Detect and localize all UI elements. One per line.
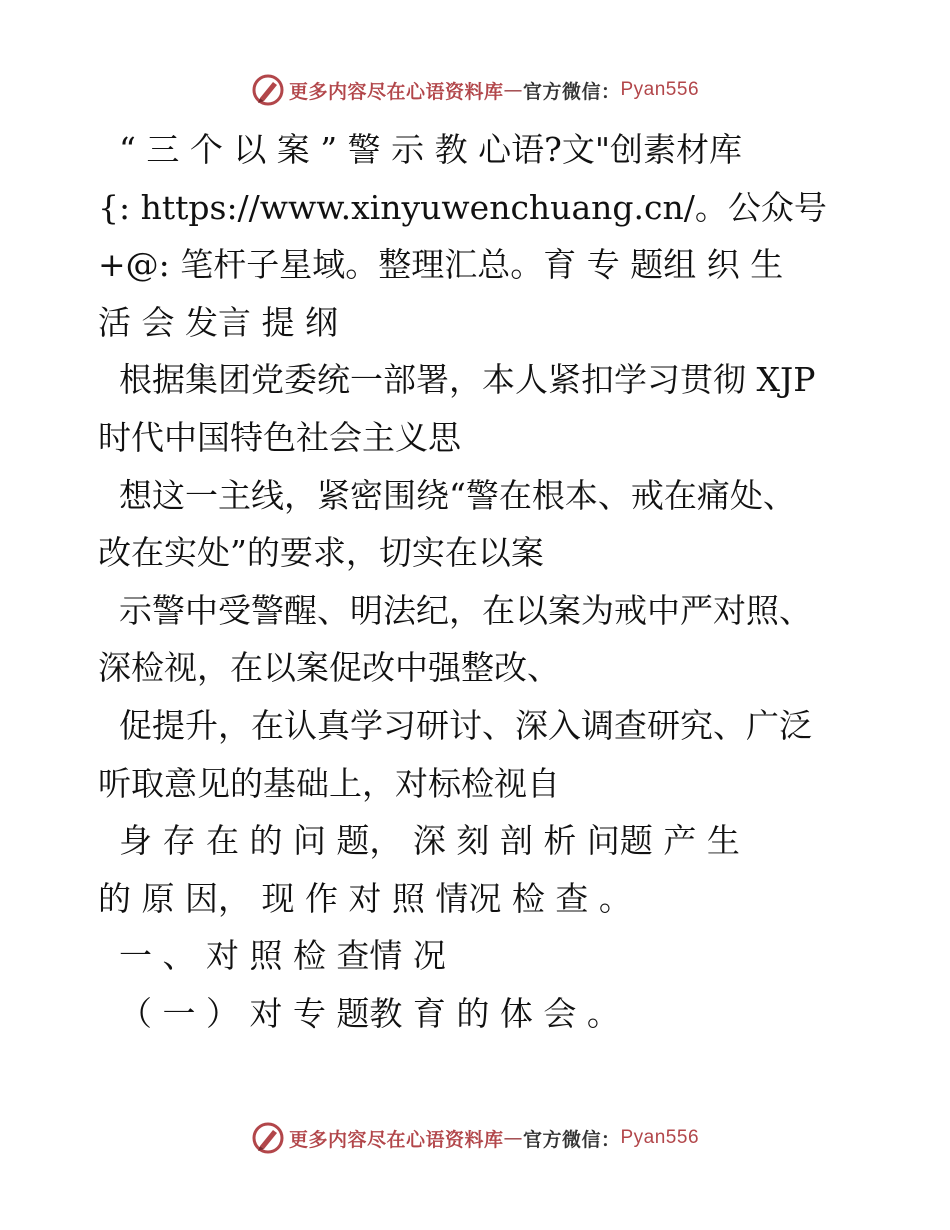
text-line: 的 原 因， 现 作 对 照 情况 检 查 。 (98, 878, 632, 918)
text-line: 促提升，在认真学习研讨、深入调查研究、广泛 (98, 705, 812, 745)
text-line: 示警中受警醒、明法纪，在以案为戒中严对照、 (98, 590, 812, 630)
pen-logo-icon (251, 73, 285, 107)
watermark-separator: — (503, 79, 523, 101)
text-line: 深检视，在以案促改中强整改、 (98, 648, 560, 688)
text-line: 根据集团党委统一部署，本人紧扣学习贯彻 XJP (98, 360, 816, 400)
watermark-main-text: 更多内容尽在心语资料库 (288, 80, 504, 103)
text-line: 时代中国特色社会主义思 (98, 417, 461, 457)
text-line: 听取意见的基础上，对标检视自 (98, 763, 560, 803)
section-heading: 一 、 对 照 检 查情 况 (98, 936, 446, 976)
watermark-main-text: 更多内容尽在心语资料库 (288, 1128, 504, 1151)
pen-logo-icon (251, 1121, 285, 1155)
document-body (98, 121, 858, 1043)
text-line: 想这一主线，紧密围绕“警在根本、戒在痛处、 (98, 475, 796, 515)
header-watermark (0, 70, 950, 110)
text-line: +@: 笔杆子星域。整理汇总。育 专 题组 织 生 (98, 245, 784, 285)
text-line: “ 三 个 以 案 ” 警 示 教 心语?文"创素材库 (98, 130, 742, 169)
watermark-sub-text: 官方微信： (522, 80, 621, 103)
subsection-heading: （ 一 ） 对 专 题教 育 的 体 会 。 (98, 993, 620, 1033)
text-line: {: https://www.xinyuwenchuang.cn/。公众号 (98, 187, 827, 227)
footer-watermark (0, 1118, 950, 1158)
text-line: 身 存 在 的 问 题， 深 刻 剖 析 问题 产 生 (98, 821, 740, 861)
watermark-separator: — (503, 1127, 523, 1149)
watermark-id: Pyan556 (620, 79, 700, 100)
text-line: 活 会 发言 提 纲 (98, 302, 338, 342)
watermark-id: Pyan556 (620, 1127, 700, 1148)
text-line: 改在实处”的要求，切实在以案 (98, 533, 544, 573)
watermark-sub-text: 官方微信： (522, 1128, 621, 1151)
